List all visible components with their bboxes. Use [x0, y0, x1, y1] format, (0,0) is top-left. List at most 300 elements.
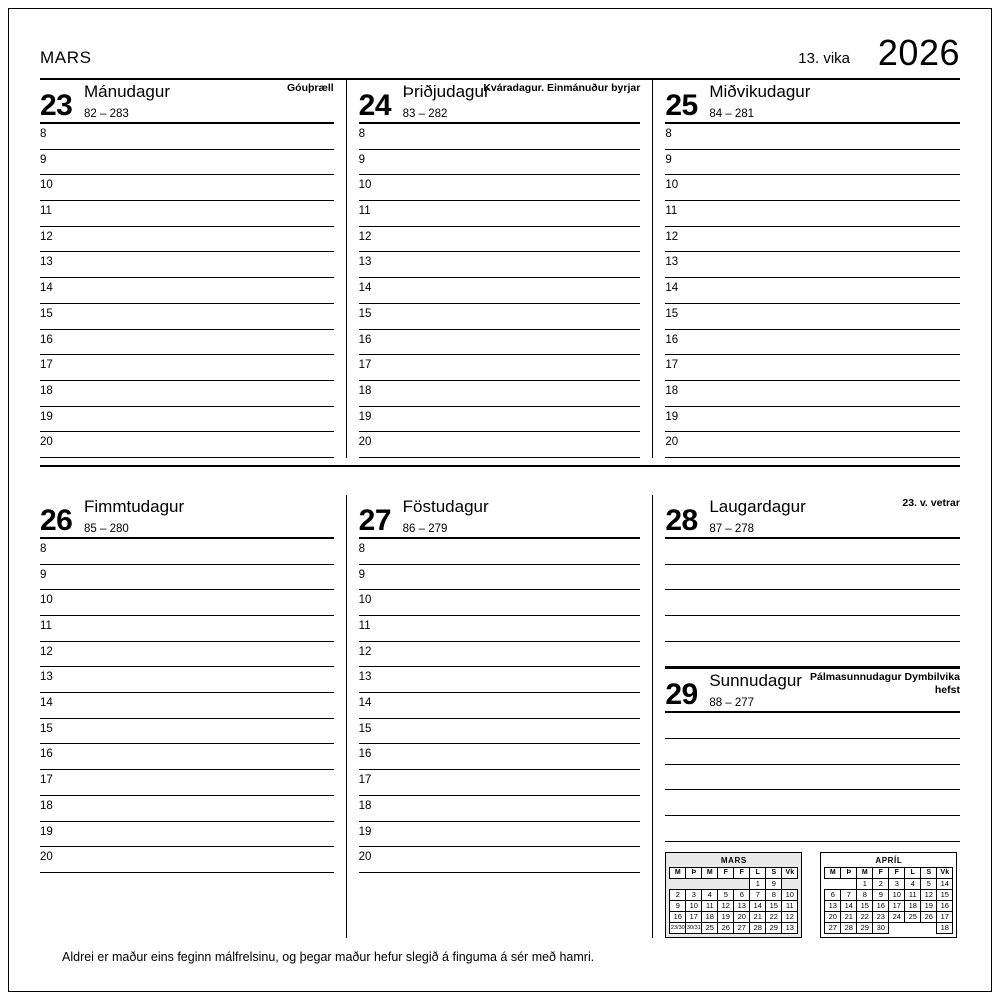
- day-number: 28: [665, 503, 698, 537]
- hour-label: 12: [40, 230, 53, 243]
- hour-row[interactable]: [359, 693, 641, 719]
- mini-day-cell[interactable]: 5: [921, 878, 937, 889]
- hour-label: 11: [358, 205, 371, 218]
- hour-label: 20: [40, 436, 53, 449]
- mini-day-cell[interactable]: 30/31: [686, 922, 702, 933]
- hour-row[interactable]: [40, 227, 334, 253]
- mini-day-cell[interactable]: 12: [921, 889, 937, 900]
- hour-row[interactable]: [359, 616, 641, 642]
- hour-row[interactable]: [359, 124, 641, 150]
- mini-col-head: L: [905, 867, 921, 878]
- page-header: [40, 32, 960, 76]
- hour-row[interactable]: [40, 124, 334, 150]
- hour-label: 13: [40, 671, 53, 684]
- hour-row[interactable]: [665, 330, 960, 356]
- mini-calendar-row: [670, 889, 798, 900]
- mini-day-cell[interactable]: 7: [841, 889, 857, 900]
- hour-label: 20: [665, 436, 679, 449]
- mini-day-cell[interactable]: 21: [750, 911, 766, 922]
- hour-label: 16: [358, 748, 372, 761]
- mini-calendar-table: [669, 867, 798, 934]
- mini-day-cell: [921, 922, 937, 933]
- mini-calendar-row: [825, 922, 953, 933]
- hour-row[interactable]: [359, 201, 641, 227]
- hour-label: 14: [358, 282, 372, 295]
- hour-label: 12: [358, 230, 372, 243]
- hour-row[interactable]: [40, 407, 334, 433]
- hour-label: 17: [358, 774, 372, 787]
- hour-label: 13: [665, 256, 679, 269]
- mini-day-cell[interactable]: 17: [889, 900, 905, 911]
- mini-day-cell[interactable]: 20: [825, 911, 841, 922]
- note-line[interactable]: [665, 765, 960, 791]
- hour-label: 18: [665, 384, 679, 397]
- mini-calendar-row: [825, 889, 953, 900]
- hour-row[interactable]: [359, 381, 641, 407]
- mini-day-cell[interactable]: 19: [718, 911, 734, 922]
- hour-label: 8: [358, 128, 366, 140]
- mini-day-cell[interactable]: 12: [718, 900, 734, 911]
- mini-week-cell: 18: [937, 922, 953, 933]
- mini-day-cell[interactable]: 3: [686, 889, 702, 900]
- week-top-half: [40, 80, 960, 467]
- hour-label: 18: [358, 384, 372, 397]
- hour-row[interactable]: [665, 175, 960, 201]
- day-name: Þriðjudagur: [402, 82, 490, 101]
- week-bottom-half: [40, 495, 960, 938]
- hour-row[interactable]: [40, 278, 334, 304]
- mini-day-cell[interactable]: 2: [670, 889, 686, 900]
- note-line[interactable]: [665, 642, 960, 668]
- hour-row[interactable]: [359, 278, 641, 304]
- mini-col-head: M: [825, 867, 841, 878]
- hour-label: 9: [40, 568, 47, 581]
- hour-label: 18: [40, 384, 53, 397]
- hour-row[interactable]: [665, 252, 960, 278]
- mini-day-cell: [686, 878, 702, 889]
- mini-calendar-table: [824, 867, 953, 934]
- hour-row[interactable]: [359, 150, 641, 176]
- hour-label: 10: [358, 179, 372, 192]
- mini-col-head: F: [718, 867, 734, 878]
- note-line[interactable]: [665, 539, 960, 565]
- hour-list: [359, 539, 641, 873]
- mini-day-cell[interactable]: 4: [905, 878, 921, 889]
- mini-week-cell: 12: [782, 911, 798, 922]
- hour-row[interactable]: [40, 719, 334, 745]
- hour-label: 9: [358, 568, 366, 581]
- mini-day-cell: [825, 878, 841, 889]
- mini-day-cell[interactable]: 29: [857, 922, 873, 933]
- week-number-label: 13. vika: [798, 50, 850, 67]
- hour-row[interactable]: [40, 175, 334, 201]
- hour-row[interactable]: [665, 227, 960, 253]
- hour-label: 10: [358, 594, 372, 607]
- hour-label: 18: [40, 799, 53, 812]
- hour-label: 20: [358, 436, 372, 449]
- hour-row[interactable]: [40, 201, 334, 227]
- day-note: Kváradagur. Einmánuður byrjar: [483, 82, 641, 94]
- mini-col-head: Þ: [841, 867, 857, 878]
- hour-row[interactable]: [40, 616, 334, 642]
- day-number: 29: [665, 678, 698, 712]
- day-header: [359, 80, 641, 124]
- mini-day-cell[interactable]: 5: [718, 889, 734, 900]
- mini-week-cell: 13: [782, 922, 798, 933]
- hour-label: 14: [40, 282, 53, 295]
- hour-label: 12: [665, 230, 679, 243]
- mini-col-head: M: [857, 867, 873, 878]
- note-line[interactable]: [665, 565, 960, 591]
- hour-label: 9: [665, 153, 672, 166]
- hour-list: [40, 539, 334, 873]
- mini-col-head: F: [734, 867, 750, 878]
- day-note: 23. v. vetrar: [902, 496, 960, 509]
- hour-row[interactable]: [40, 770, 334, 796]
- mini-calendar-title: APRÍL: [875, 855, 903, 865]
- mini-day-cell[interactable]: 10: [686, 900, 702, 911]
- hour-row[interactable]: [40, 822, 334, 848]
- hour-label: 12: [358, 645, 372, 658]
- mini-day-cell[interactable]: 25: [905, 911, 921, 922]
- hour-row[interactable]: [359, 539, 641, 565]
- mini-calendar-header-row: [670, 867, 798, 878]
- mini-day-cell[interactable]: 3: [889, 878, 905, 889]
- day-header: [359, 495, 641, 539]
- footer-quote: Aldrei er maður eins feginn málfrelsinu, og þegar maður hefur slegið á finguma á sér með hamri.: [62, 950, 595, 964]
- hour-row[interactable]: [359, 565, 641, 591]
- day-note: Góuþræll: [286, 82, 334, 94]
- hour-row[interactable]: [359, 252, 641, 278]
- mini-calendar-row: [825, 878, 953, 889]
- mini-week-cell: 16: [937, 900, 953, 911]
- mini-day-cell[interactable]: 25: [702, 922, 718, 933]
- mini-calendar-row: [670, 878, 798, 889]
- hour-row[interactable]: [40, 432, 334, 458]
- mini-col-head: L: [750, 867, 766, 878]
- hour-label: 19: [665, 410, 679, 423]
- mini-calendar-row: [825, 911, 953, 922]
- mini-day-cell[interactable]: 26: [718, 922, 734, 933]
- mini-day-cell[interactable]: 8: [857, 889, 873, 900]
- day-daycount: 87 – 278: [709, 522, 755, 535]
- mini-day-cell[interactable]: 15: [857, 900, 873, 911]
- hour-row[interactable]: [40, 590, 334, 616]
- day-column-friday: [347, 495, 654, 938]
- mini-day-cell[interactable]: 17: [686, 911, 702, 922]
- mini-col-head: F: [873, 867, 889, 878]
- mini-day-cell[interactable]: 10: [889, 889, 905, 900]
- hour-row[interactable]: [359, 227, 641, 253]
- hour-row[interactable]: [359, 667, 641, 693]
- mini-day-cell[interactable]: 13: [734, 900, 750, 911]
- hour-label: 15: [40, 722, 53, 735]
- mini-day-cell: [905, 922, 921, 933]
- hour-label: 19: [40, 410, 53, 423]
- hour-label: 10: [665, 179, 679, 192]
- mini-day-cell[interactable]: 4: [702, 889, 718, 900]
- day-number: 23: [40, 89, 73, 122]
- mini-day-cell: [734, 878, 750, 889]
- hour-label: 13: [358, 256, 372, 269]
- day-header: [665, 80, 960, 124]
- mini-calendar-row: [825, 900, 953, 911]
- hour-label: 9: [358, 153, 366, 166]
- note-line[interactable]: [665, 590, 960, 616]
- mini-day-cell[interactable]: 27: [734, 922, 750, 933]
- page-fold-gap: [40, 467, 960, 495]
- hour-row[interactable]: [40, 150, 334, 176]
- hour-row[interactable]: [665, 278, 960, 304]
- day-daycount: 85 – 280: [84, 522, 129, 535]
- day-name: Föstudagur: [402, 496, 489, 516]
- hour-label: 16: [358, 333, 372, 346]
- hour-label: 14: [665, 282, 679, 295]
- mini-day-cell[interactable]: 6: [825, 889, 841, 900]
- hour-list: [665, 124, 960, 458]
- hour-row[interactable]: [40, 693, 334, 719]
- mini-week-cell: 17: [937, 911, 953, 922]
- hour-label: 18: [358, 799, 372, 812]
- sunday-lines: [665, 713, 960, 841]
- mini-day-cell[interactable]: 24: [889, 911, 905, 922]
- mini-calendars: [665, 852, 960, 938]
- hour-row[interactable]: [665, 432, 960, 458]
- day-name: Laugardagur: [709, 496, 806, 516]
- hour-label: 16: [40, 748, 53, 761]
- hour-row[interactable]: [359, 330, 641, 356]
- hour-label: 17: [358, 359, 372, 372]
- hour-label: 19: [40, 825, 53, 838]
- note-line[interactable]: [665, 816, 960, 842]
- mini-week-cell: 11: [782, 900, 798, 911]
- mini-day-cell[interactable]: 16: [670, 911, 686, 922]
- mini-col-head: M: [702, 867, 718, 878]
- hour-row[interactable]: [40, 304, 334, 330]
- mini-day-cell[interactable]: 13: [825, 900, 841, 911]
- mini-day-cell[interactable]: 26: [921, 911, 937, 922]
- hour-row[interactable]: [359, 719, 641, 745]
- hour-label: 19: [358, 825, 372, 838]
- mini-week-cell: 14: [937, 878, 953, 889]
- hour-row[interactable]: [665, 150, 960, 176]
- mini-day-cell[interactable]: 1: [857, 878, 873, 889]
- mini-day-cell[interactable]: 30: [873, 922, 889, 933]
- hour-row[interactable]: [359, 407, 641, 433]
- mini-calendar-april: [820, 852, 957, 938]
- mini-week-cell: 10: [782, 889, 798, 900]
- hour-row[interactable]: [40, 355, 334, 381]
- mini-calendar-row: [670, 911, 798, 922]
- hour-label: 11: [665, 205, 678, 218]
- mini-day-cell[interactable]: 22: [857, 911, 873, 922]
- hour-row[interactable]: [665, 124, 960, 150]
- mini-day-cell[interactable]: 14: [750, 900, 766, 911]
- hour-row[interactable]: [40, 667, 334, 693]
- hour-row[interactable]: [40, 642, 334, 668]
- mini-day-cell[interactable]: 7: [750, 889, 766, 900]
- hour-row[interactable]: [359, 355, 641, 381]
- mini-calendar-row: [670, 922, 798, 933]
- hour-label: 14: [358, 697, 372, 710]
- mini-day-cell[interactable]: 11: [702, 900, 718, 911]
- hour-row[interactable]: [359, 847, 641, 873]
- hour-label: 20: [40, 851, 53, 864]
- hour-row[interactable]: [359, 770, 641, 796]
- day-daycount: 86 – 279: [402, 522, 448, 535]
- mini-day-cell[interactable]: 2: [873, 878, 889, 889]
- hour-label: 20: [358, 851, 372, 864]
- mini-week-cell: 15: [937, 889, 953, 900]
- mini-day-cell[interactable]: 1: [750, 878, 766, 889]
- hour-row[interactable]: [359, 642, 641, 668]
- mini-calendar-title: MARS: [720, 855, 747, 865]
- mini-week-cell: 9: [766, 878, 782, 889]
- month-label: MARS: [40, 48, 92, 67]
- hour-row[interactable]: [40, 847, 334, 873]
- hour-label: 15: [358, 307, 372, 320]
- mini-day-cell: [702, 878, 718, 889]
- mini-day-cell[interactable]: 8: [766, 889, 782, 900]
- hour-label: 17: [665, 359, 679, 372]
- mini-day-cell: [889, 922, 905, 933]
- hour-label: 15: [358, 722, 372, 735]
- mini-day-cell: [841, 878, 857, 889]
- hour-label: 9: [40, 153, 47, 166]
- mini-col-head: S: [766, 867, 782, 878]
- mini-day-cell[interactable]: 23/30: [670, 922, 686, 933]
- day-column-wednesday: [653, 80, 960, 458]
- hour-row[interactable]: [359, 304, 641, 330]
- hour-label: 16: [665, 333, 679, 346]
- mini-day-cell[interactable]: 6: [734, 889, 750, 900]
- mini-calendar-march: [665, 852, 802, 938]
- day-number: 26: [40, 503, 73, 537]
- mini-day-cell: [718, 878, 734, 889]
- hour-label: 12: [40, 645, 53, 658]
- mini-day-cell[interactable]: 22: [766, 911, 782, 922]
- hour-row[interactable]: [665, 201, 960, 227]
- day-header: [40, 80, 334, 124]
- hour-row[interactable]: [40, 252, 334, 278]
- day-name: Sunnudagur: [709, 671, 802, 691]
- day-daycount: 82 – 283: [84, 108, 129, 120]
- day-name: Mánudagur: [84, 82, 171, 101]
- hour-list: [359, 124, 641, 458]
- hour-row[interactable]: [665, 355, 960, 381]
- mini-day-cell[interactable]: 28: [750, 922, 766, 933]
- hour-row[interactable]: [359, 822, 641, 848]
- hour-label: 17: [40, 359, 53, 372]
- hour-row[interactable]: [665, 304, 960, 330]
- hour-label: 10: [40, 594, 53, 607]
- hour-row[interactable]: [359, 432, 641, 458]
- mini-day-cell[interactable]: 16: [873, 900, 889, 911]
- mini-pad-cell: [782, 878, 798, 889]
- mini-calendar-row: [670, 900, 798, 911]
- hour-label: 8: [40, 542, 47, 555]
- mini-day-cell[interactable]: 21: [841, 911, 857, 922]
- saturday-lines: [665, 539, 960, 667]
- mini-day-cell[interactable]: 28: [841, 922, 857, 933]
- day-column-thursday: [40, 495, 347, 938]
- hour-row[interactable]: [665, 407, 960, 433]
- mini-day-cell[interactable]: 19: [921, 900, 937, 911]
- mini-col-head: Vk: [782, 867, 798, 878]
- hour-row[interactable]: [359, 796, 641, 822]
- note-line[interactable]: [665, 739, 960, 765]
- mini-day-cell[interactable]: 14: [841, 900, 857, 911]
- hour-label: 8: [358, 542, 366, 555]
- mini-day-cell[interactable]: 9: [670, 900, 686, 911]
- hour-row[interactable]: [40, 565, 334, 591]
- hour-label: 14: [40, 697, 53, 710]
- note-line[interactable]: [665, 616, 960, 642]
- day-header-saturday: [665, 495, 960, 539]
- mini-day-cell[interactable]: 18: [702, 911, 718, 922]
- hour-row[interactable]: [359, 175, 641, 201]
- hour-label: 10: [40, 179, 53, 192]
- day-column-weekend: [653, 495, 960, 938]
- hour-row[interactable]: [359, 590, 641, 616]
- mini-day-cell[interactable]: 29: [766, 922, 782, 933]
- hour-label: 15: [665, 307, 679, 320]
- hour-row[interactable]: [665, 381, 960, 407]
- mini-col-head: M: [670, 867, 686, 878]
- hour-row[interactable]: [40, 381, 334, 407]
- note-line[interactable]: [665, 790, 960, 816]
- hour-row[interactable]: [359, 744, 641, 770]
- mini-day-cell[interactable]: 11: [905, 889, 921, 900]
- day-number: 24: [358, 89, 392, 122]
- hour-label: 13: [358, 671, 372, 684]
- day-name: Fimmtudagur: [84, 496, 185, 516]
- day-header-sunday: [665, 667, 960, 713]
- hour-label: 15: [40, 307, 53, 320]
- mini-day-cell[interactable]: 23: [873, 911, 889, 922]
- day-daycount: 84 – 281: [709, 108, 755, 120]
- day-column-monday: [40, 80, 347, 458]
- hour-row[interactable]: [40, 796, 334, 822]
- hour-row[interactable]: [40, 539, 334, 565]
- mini-day-cell[interactable]: 27: [825, 922, 841, 933]
- mini-col-head: S: [921, 867, 937, 878]
- day-daycount: 83 – 282: [402, 108, 448, 120]
- mini-day-cell: [670, 878, 686, 889]
- day-header: [40, 495, 334, 539]
- hour-row[interactable]: [40, 330, 334, 356]
- mini-col-head: Þ: [686, 867, 702, 878]
- mini-day-cell[interactable]: 9: [873, 889, 889, 900]
- hour-row[interactable]: [40, 744, 334, 770]
- hour-label: 19: [358, 410, 372, 423]
- mini-col-head: F: [889, 867, 905, 878]
- hour-label: 8: [665, 128, 672, 140]
- hour-label: 17: [40, 774, 53, 787]
- mini-day-cell[interactable]: 18: [905, 900, 921, 911]
- day-name: Miðvikudagur: [709, 82, 811, 101]
- day-daycount: 88 – 277: [709, 697, 755, 710]
- year-label: 2026: [877, 32, 960, 73]
- mini-col-head: Vk: [937, 867, 953, 878]
- note-line[interactable]: [665, 713, 960, 739]
- hour-label: 16: [40, 333, 53, 346]
- mini-day-cell[interactable]: 20: [734, 911, 750, 922]
- mini-day-cell[interactable]: 15: [766, 900, 782, 911]
- day-number: 25: [665, 89, 698, 122]
- hour-label: 11: [40, 620, 52, 632]
- half-divider: [40, 465, 960, 467]
